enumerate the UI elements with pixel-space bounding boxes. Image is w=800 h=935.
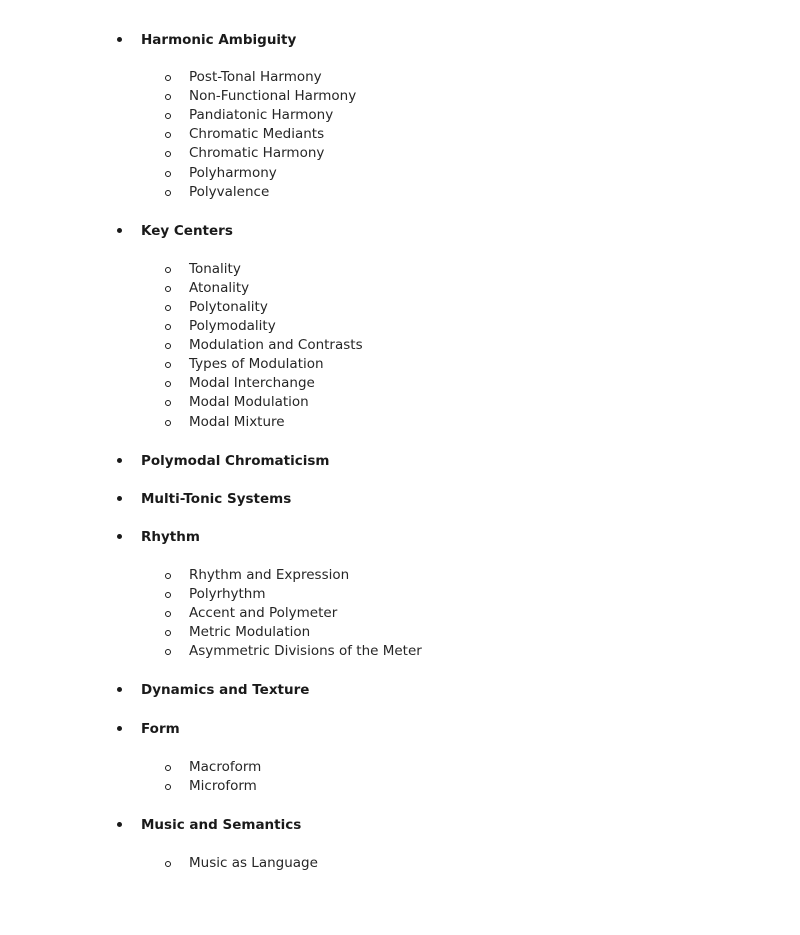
subtopic-label: Modulation and Contrasts [189,337,363,353]
subtopic [0,393,800,412]
subtopic [0,87,800,106]
hollow-bullet-icon [165,113,171,119]
topic-title: Multi-Tonic Systems [141,491,292,507]
topic [0,489,800,509]
subtopic [0,604,800,623]
subtopic-label: Polyrhythm [189,586,266,602]
subtopic-label: Polytonality [189,299,268,315]
topic-title: Key Centers [141,223,233,239]
hollow-bullet-icon [165,151,171,157]
topic [0,30,800,50]
subtopic [0,854,800,873]
hollow-bullet-icon [165,611,171,617]
subtopic [0,164,800,183]
subtopic-label: Non-Functional Harmony [189,88,357,104]
subtopic [0,279,800,298]
subtopic [0,566,800,585]
subtopic-label: Polyvalence [189,184,270,200]
subtopic [0,125,800,144]
subtopic [0,317,800,336]
hollow-bullet-icon [165,861,171,867]
subtopic [0,106,800,125]
hollow-bullet-icon [165,190,171,196]
topic [0,527,800,547]
subtopic-label: Pandiatonic Harmony [189,107,334,123]
hollow-bullet-icon [165,784,171,790]
filled-bullet-icon [117,687,122,692]
hollow-bullet-icon [165,324,171,330]
subtopic [0,144,800,163]
topic-title: Music and Semantics [141,817,302,833]
hollow-bullet-icon [165,649,171,655]
subtopic [0,355,800,374]
subtopic-label: Music as Language [189,855,318,871]
topic-title: Harmonic Ambiguity [141,32,297,48]
filled-bullet-icon [117,496,122,501]
subtopic-label: Modal Interchange [189,375,315,391]
subtopic [0,585,800,604]
filled-bullet-icon [117,822,122,827]
hollow-bullet-icon [165,286,171,292]
hollow-bullet-icon [165,765,171,771]
subtopic-label: Post-Tonal Harmony [189,69,322,85]
hollow-bullet-icon [165,381,171,387]
hollow-bullet-icon [165,94,171,100]
hollow-bullet-icon [165,573,171,579]
hollow-bullet-icon [165,592,171,598]
hollow-bullet-icon [165,75,171,81]
subtopic-label: Types of Modulation [189,356,324,372]
filled-bullet-icon [117,458,122,463]
hollow-bullet-icon [165,267,171,273]
hollow-bullet-icon [165,171,171,177]
filled-bullet-icon [117,37,122,42]
subtopic [0,623,800,642]
hollow-bullet-icon [165,630,171,636]
subtopic-label: Chromatic Harmony [189,145,325,161]
subtopic-label: Modal Modulation [189,394,309,410]
subtopic-label: Accent and Polymeter [189,605,338,621]
subtopic [0,413,800,432]
topic-title: Rhythm [141,529,200,545]
hollow-bullet-icon [165,400,171,406]
topic [0,451,800,471]
topic [0,680,800,700]
subtopic-label: Metric Modulation [189,624,311,640]
subtopic-label: Polymodality [189,318,276,334]
topic [0,719,800,739]
subtopic [0,642,800,661]
subtopic-label: Asymmetric Divisions of the Meter [189,643,422,659]
subtopic-label: Polyharmony [189,165,277,181]
subtopic [0,336,800,355]
topic-title: Form [141,721,180,737]
topic [0,221,800,241]
hollow-bullet-icon [165,420,171,426]
subtopic [0,68,800,87]
subtopic-label: Macroform [189,759,262,775]
subtopic [0,374,800,393]
hollow-bullet-icon [165,343,171,349]
subtopic [0,777,800,796]
subtopic [0,298,800,317]
subtopic-label: Atonality [189,280,250,296]
topic-title: Polymodal Chromaticism [141,453,330,469]
subtopic-label: Microform [189,778,257,794]
subtopic-label: Chromatic Mediants [189,126,325,142]
topic-title: Dynamics and Texture [141,682,310,698]
filled-bullet-icon [117,228,122,233]
hollow-bullet-icon [165,132,171,138]
topic [0,815,800,835]
hollow-bullet-icon [165,362,171,368]
filled-bullet-icon [117,534,122,539]
subtopic [0,758,800,777]
subtopic-label: Modal Mixture [189,414,285,430]
subtopic [0,183,800,202]
subtopic-label: Tonality [189,261,241,277]
filled-bullet-icon [117,726,122,731]
subtopic-label: Rhythm and Expression [189,567,350,583]
hollow-bullet-icon [165,305,171,311]
subtopic [0,260,800,279]
